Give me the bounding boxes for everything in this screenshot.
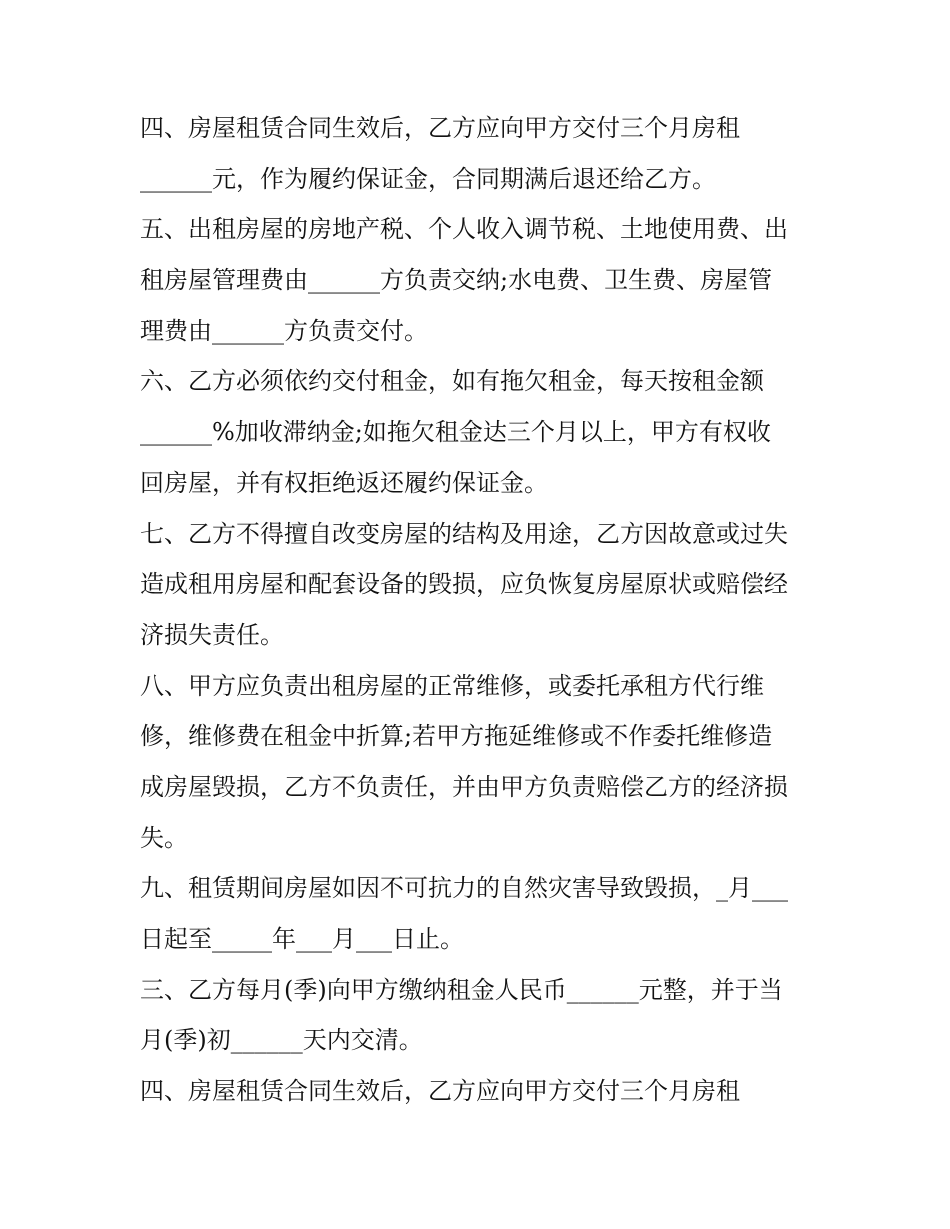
text-line: 租房屋管理费由______方负责交纳;水电费、卫生费、房屋管 [140,266,773,295]
text-line: 理费由______方负责交付。 [140,316,428,345]
text-line: 九、租赁期间房屋如因不可抗力的自然灾害导致毁损，_月___ [140,874,788,903]
text-line: 济损失责任。 [140,620,284,649]
text-line: 修，维修费在租金中折算;若甲方拖延维修或不作委托维修造 [140,722,773,751]
text-line: 五、出租房屋的房地产税、个人收入调节税、土地使用费、出 [140,215,788,244]
text-line: 失。 [140,823,188,852]
text-line: 六、乙方必须依约交付租金，如有拖欠租金，每天按租金额 [140,367,764,396]
text-line: 三、乙方每月(季)向甲方缴纳租金人民币______元整，并于当 [140,975,783,1004]
text-line: 四、房屋租赁合同生效后，乙方应向甲方交付三个月房租 [140,114,740,142]
text-line: 造成租用房屋和配套设备的毁损，应负恢复房屋原状或赔偿经 [140,570,788,599]
text-line: 七、乙方不得擅自改变房屋的结构及用途，乙方因故意或过失 [140,519,788,548]
text-line: 日起至_____年___月___日止。 [140,925,464,953]
text-line: 回房屋，并有权拒绝返还履约保证金。 [140,468,548,497]
contract-text [140,103,820,1117]
text-line: ______%加收滞纳金;如拖欠租金达三个月以上，甲方有权收 [140,418,771,447]
text-line: 八、甲方应负责出租房屋的正常维修，或委托承租方代行维 [140,671,764,700]
text-line: 成房屋毁损，乙方不负责任，并由甲方负责赔偿乙方的经济损 [140,772,788,801]
text-line: 四、房屋租赁合同生效后，乙方应向甲方交付三个月房租 [140,1077,740,1106]
text-line: 月(季)初______天内交清。 [140,1026,423,1055]
text-line: ______元，作为履约保证金，合同期满后退还给乙方。 [140,164,716,193]
